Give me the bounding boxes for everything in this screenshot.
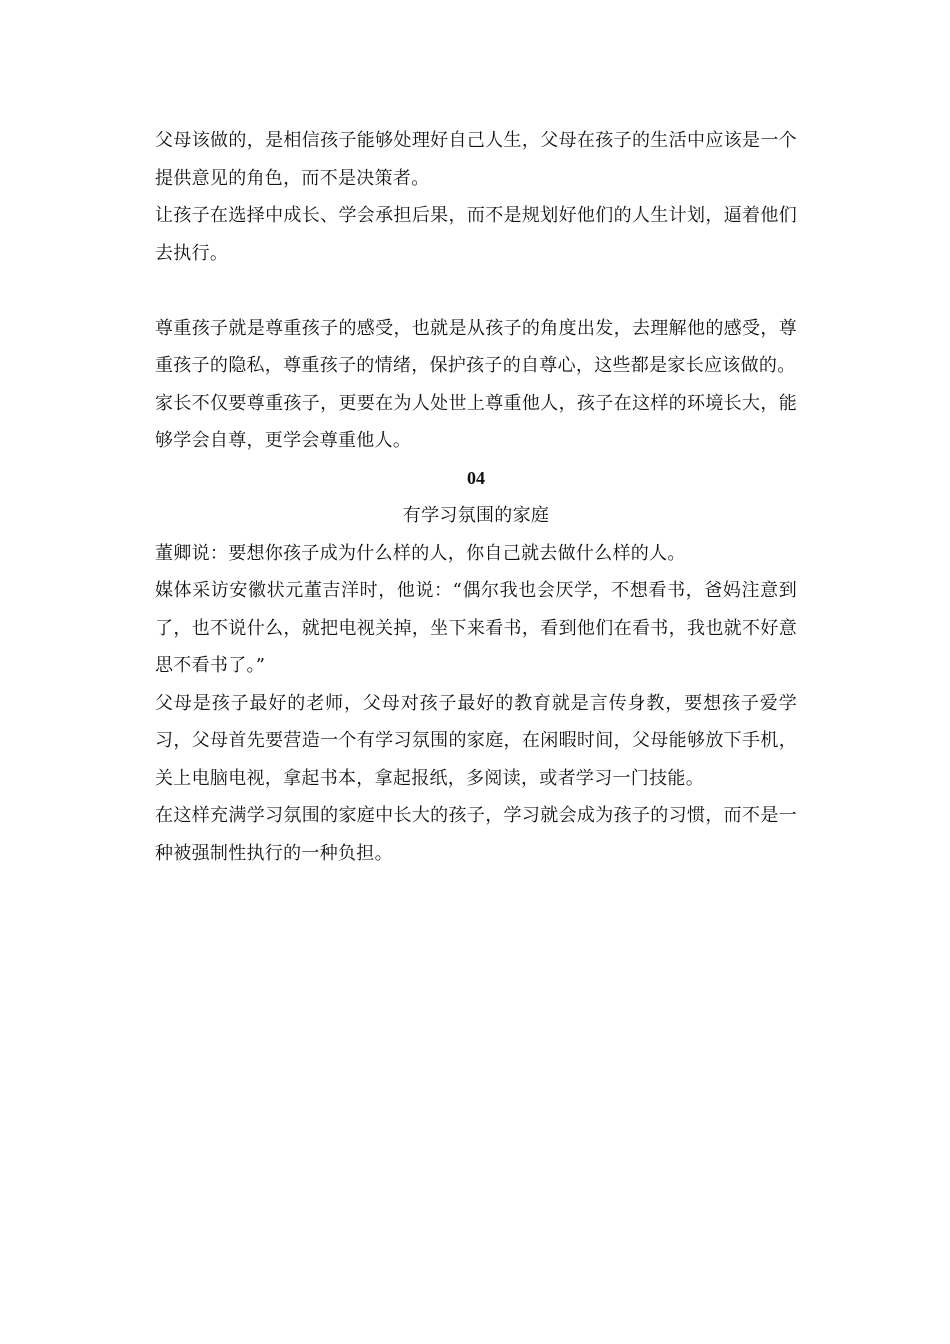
paragraph-respect-others: 家长不仅要尊重孩子，更要在为人处世上尊重他人，孩子在这样的环境长大，能够学会自尊，更学会尊重他人。: [155, 392, 797, 451]
paragraph-spacer: [155, 272, 797, 310]
paragraph-parents-teachers: 父母是孩子最好的老师，父母对孩子最好的教育就是言传身教，要想孩子爱学习，父母首先要营造一个有学习氛围的家庭，在闲暇时间，父母能够放下手机，关上电脑电视，拿起书本，拿起报纸，多阅读，或者学习一门技能。: [155, 692, 797, 789]
paragraph-let-child-grow: 让孩子在选择中成长、学会承担后果，而不是规划好他们的人生计划，逼着他们去执行。: [155, 205, 797, 264]
paragraph-respect-feelings: 尊重孩子就是尊重孩子的感受，也就是从孩子的角度出发，去理解他的感受，尊重孩子的隐私，尊重孩子的情绪，保护孩子的自尊心，这些都是家长应该做的。: [155, 317, 797, 376]
section-number: 04: [467, 467, 485, 488]
paragraph-interview: 媒体采访安徽状元董吉洋时，他说：“偶尔我也会厌学，不想看书，爸妈注意到了，也不说什么，就把电视关掉，坐下来看书，看到他们在看书，我也就不好意思不看书了。”: [155, 580, 797, 676]
section-title: 有学习氛围的家庭: [402, 505, 550, 526]
document-page: [155, 122, 797, 872]
paragraph-parent-role: 父母该做的，是相信孩子能够处理好自己人生，父母在孩子的生活中应该是一个提供意见的角色，而不是决策者。: [155, 130, 797, 189]
paragraph-learning-habit: 在这样充满学习氛围的家庭中长大的孩子，学习就会成为孩子的习惯，而不是一种被强制性执行的一种负担。: [155, 805, 797, 864]
paragraph-dong-qing-quote: 董卿说：要想你孩子成为什么样的人，你自己就去做什么样的人。: [155, 542, 686, 564]
